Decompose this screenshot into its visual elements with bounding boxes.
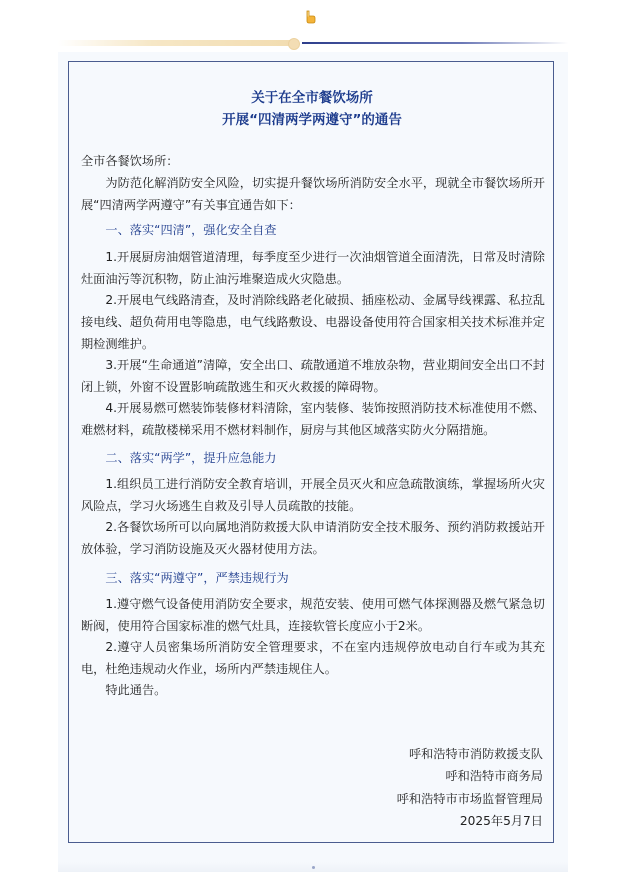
section3-item-1: 1.遵守燃气设备使用消防安全要求，规范安装、使用可燃气体探测器及燃气紧急切断阀，使用符合国家标准的燃气灶具，连接软管长度应小于2米。	[81, 597, 545, 633]
notice-title-line2: 开展“四清两学两遵守”的通告	[222, 112, 402, 128]
section3-item-2: 2.遵守人员密集场所消防安全管理要求，不在室内违规停放电动自行车或为其充电，杜绝违规动火作业，场所内严禁违规住人。	[81, 640, 545, 676]
notice-document	[68, 61, 554, 843]
decorative-divider-right	[302, 42, 568, 44]
signature-fire-rescue: 呼和浩特市消防救援支队	[408, 747, 543, 761]
section1-item-2: 2.开展电气线路清查，及时消除线路老化破损、插座松动、金属导线裸露、私拉乱接电线、超负荷用电等隐患，电气线路敷设、电器设备使用符合国家相关技术标准并定期检测维护。	[81, 293, 545, 351]
pointing-hand-icon	[304, 10, 316, 24]
section2-item-2: 2.各餐饮场所可以向属地消防救援大队申请消防安全技术服务、预约消防救援站开放体验，学习消防设施及灭火器材使用方法。	[81, 520, 545, 556]
decorative-divider-dot	[288, 38, 300, 50]
decorative-divider-left	[58, 40, 294, 46]
salutation: 全市各餐饮场所：	[81, 154, 179, 168]
bottom-dot-decoration	[312, 866, 315, 869]
signature-commerce-bureau: 呼和浩特市商务局	[445, 769, 543, 783]
section3-heading: 三、落实“两遵守”，严禁违规行为	[105, 571, 289, 585]
intro-paragraph: 为防范化解消防安全风险，切实提升餐饮场所消防安全水平，现就全市餐饮场所开展“四清两学两遵守”有关事宜通告如下：	[81, 176, 545, 212]
section1-item-1: 1.开展厨房油烟管道清理，每季度至少进行一次油烟管道全面清洗，日常及时清除灶面油污等沉积物，防止油污堆聚造成火灾隐患。	[81, 250, 545, 286]
section2-heading: 二、落实“两学”，提升应急能力	[105, 451, 277, 465]
notice-date: 2025年5月7日	[459, 814, 543, 828]
signature-market-supervision: 呼和浩特市市场监督管理局	[396, 792, 543, 806]
closing-text: 特此通告。	[105, 683, 167, 697]
section1-item-4: 4.开展易燃可燃装饰装修材料清除，室内装修、装饰按照消防技术标准使用不燃、难燃材料，疏散楼梯采用不燃材料制作，厨房与其他区域落实防火分隔措施。	[81, 401, 545, 437]
section2-item-1: 1.组织员工进行消防安全教育培训，开展全员灭火和应急疏散演练，掌握场所火灾风险点，学习火场逃生自救及引导人员疏散的技能。	[81, 477, 545, 513]
notice-title-line1: 关于在全市餐饮场所	[251, 90, 373, 106]
section1-heading: 一、落实“四清”，强化安全自查	[105, 223, 277, 237]
section1-item-3: 3.开展“生命通道”清障，安全出口、疏散通道不堆放杂物，营业期间安全出口不封闭上锁，外窗不设置影响疏散逃生和灭火救援的障碍物。	[81, 358, 545, 394]
